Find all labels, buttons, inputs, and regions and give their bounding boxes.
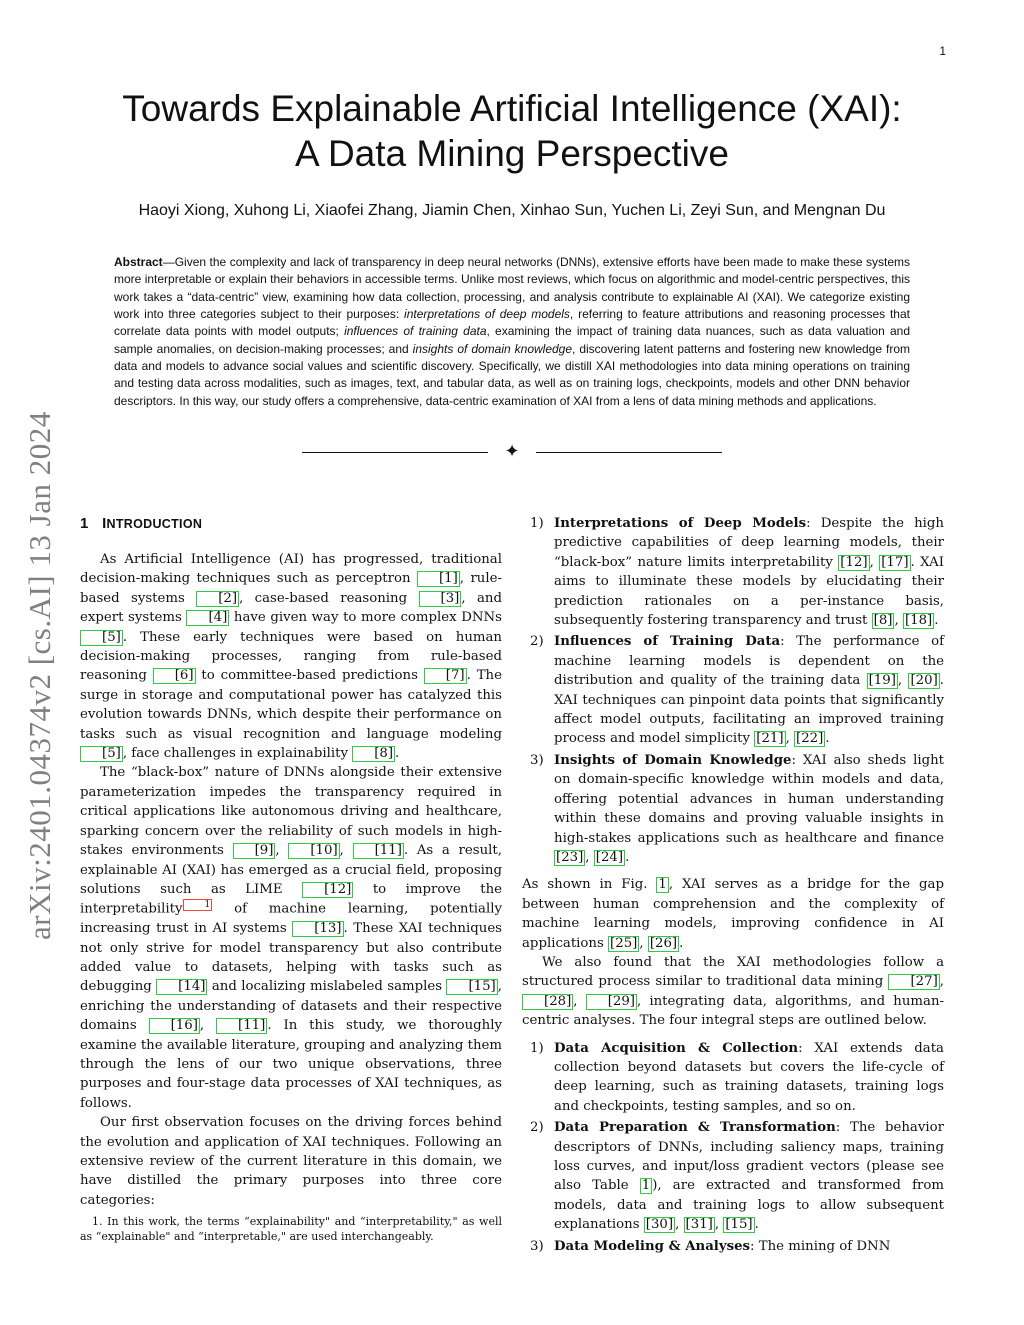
left-column	[80, 514, 502, 1210]
item-title: Influences of Training Data	[554, 634, 781, 650]
text: ,	[785, 731, 795, 747]
text: ), are extracted and transformed from models, data and training logs to allow subsequent explanations	[554, 1178, 944, 1233]
text: ,	[869, 554, 880, 570]
figure-link[interactable]: 1	[658, 877, 667, 893]
footnote	[80, 1214, 502, 1244]
citation-link[interactable]: [8]	[873, 613, 893, 629]
citation-link[interactable]: [17]	[881, 554, 909, 570]
citation-link[interactable]: [6]	[153, 668, 196, 684]
text: , rule-based systems	[80, 571, 502, 606]
citation-link[interactable]: [7]	[424, 668, 467, 684]
text: ,	[639, 935, 648, 951]
citation-link[interactable]: [13]	[292, 921, 343, 937]
text: : The behavior descriptors of DNNs, including saliency maps, training loss curves, and input/loss gradient vectors (please see also Table	[554, 1120, 944, 1194]
paper-title	[60, 86, 964, 176]
list-number: 3)	[530, 1238, 544, 1254]
text: As shown in Fig.	[522, 877, 657, 893]
text: ,	[894, 613, 903, 629]
citation-link[interactable]: [4]	[186, 610, 229, 626]
text: We also found that the XAI methodologies follow a structured process similar to traditional data mining	[522, 954, 944, 990]
citation-link[interactable]: [22]	[796, 731, 824, 747]
text: . In this study, we thoroughly examine the available literature, grouping and analyzing them through the lens of our two unique observations, three purposes and four-stage data processes of XAI techniques, as follows.	[80, 1018, 502, 1111]
title-line-1: Towards Explainable Artificial Intelligence (XAI):	[122, 88, 902, 129]
text: , integrating data, algorithms, and human-centric analyses. The four integral steps are outlined below.	[522, 993, 944, 1029]
text: : Despite the high predictive capabilities of deep learning models, their “black-box” nature limits interpretability	[554, 516, 944, 570]
text: to committee-based predictions	[195, 668, 424, 684]
citation-link[interactable]: [18]	[904, 613, 933, 629]
text: ,	[675, 1217, 684, 1233]
text: .	[934, 613, 939, 629]
citation-link[interactable]: [11]	[216, 1018, 267, 1034]
list-number: 1)	[530, 1040, 544, 1056]
citation-link[interactable]: [25]	[610, 935, 638, 951]
citation-link[interactable]: [10]	[288, 843, 339, 859]
text: .	[754, 1217, 759, 1233]
citation-link[interactable]: [27]	[888, 974, 939, 990]
citation-link[interactable]: [30]	[645, 1217, 674, 1233]
page-number: 1	[939, 44, 946, 58]
text: . XAI techniques can pinpoint data points that significantly affect model outputs, facilitating an improved training process and model simplicity	[554, 673, 944, 747]
text: .	[825, 731, 830, 747]
text: ,	[275, 843, 289, 859]
section-number: 1	[80, 515, 89, 532]
list-item	[522, 751, 944, 867]
list-number: 2)	[530, 634, 544, 650]
citation-link[interactable]: [29]	[586, 994, 637, 1010]
text: and localizing mislabeled samples	[207, 979, 447, 995]
text: . XAI aims to illuminate these models by elucidating their prediction rationales on a per-instance basis, subsequently fostering transparency and trust	[554, 554, 944, 629]
list-item	[522, 1039, 944, 1117]
purpose-list	[522, 514, 944, 867]
text: : The mining of DNN	[750, 1238, 891, 1254]
author-list: Haoyi Xiong, Xuhong Li, Xiaofei Zhang, Jiamin Chen, Xinhao Sun, Yuchen Li, Zeyi Sun, and Mengnan Du	[138, 202, 886, 219]
section-heading	[80, 514, 502, 534]
list-item	[522, 514, 944, 630]
abstract-text: —Given the complexity and lack of transparency in deep neural networks (DNNs), extensive efforts have been made to make these systems more interpretable or explain their behaviors in accessible terms. Unlike most reviews, which focus on algorithmic and model-centric perspectives, this work takes a “data-centric” view, examining how data collection, processing, and analysis contribute to explainable AI (XAI). We categorize existing work into three categories subject to their purposes:	[114, 255, 910, 322]
divider-rule-right	[536, 452, 722, 453]
item-title: Data Modeling & Analyses	[554, 1238, 751, 1254]
text: ,	[585, 849, 594, 865]
list-number: 3)	[530, 752, 544, 768]
abstract-emphasis: interpretations of deep models	[404, 307, 570, 322]
figure-paragraph	[522, 875, 944, 953]
text: : The performance of machine learning models is dependent on the distribution and quality of the training data	[554, 634, 945, 689]
citation-link[interactable]: [15]	[725, 1217, 753, 1233]
list-item	[522, 632, 944, 748]
footnote-text: 1. In this work, the terms “explainability" and “interpretability," as well as “explainable" and “interpretable," are used interchangeably.	[80, 1215, 502, 1243]
text: , case-based reasoning	[239, 590, 419, 606]
abstract-emphasis: insights of domain knowledge	[412, 341, 573, 356]
step-list	[522, 1039, 944, 1256]
abstract	[114, 254, 910, 410]
abstract-label: Abstract	[114, 255, 163, 269]
text: : XAI also sheds light on domain-specific knowledge within models and data, offering potential advances in human understanding within these domains and proving valuable insights in high-stakes applications such as healthcare and finance	[554, 752, 945, 846]
citation-link[interactable]: [12]	[840, 554, 868, 570]
citation-link[interactable]: [9]	[233, 843, 276, 859]
text: ,	[339, 843, 353, 859]
citation-link[interactable]: [31]	[685, 1217, 713, 1233]
text: . The surge in storage and computational power has catalyzed this evolution towards DNNs, which despite their performance on tasks such as visual recognition and language modeling	[80, 668, 502, 742]
list-number: 1)	[530, 516, 544, 531]
text: , and expert systems	[80, 590, 502, 626]
text: ,	[199, 1018, 217, 1034]
text: . These XAI techniques not only strive for model transparency but also contribute added value to datasets, helping with tasks such as debugging	[80, 921, 503, 995]
citation-link[interactable]: [1]	[417, 571, 460, 587]
text: As Artificial Intelligence (AI) has progressed, traditional decision-making techniques such as perceptron	[80, 552, 502, 587]
list-item	[522, 1118, 944, 1234]
citation-link[interactable]: [20]	[910, 673, 938, 689]
text: ,	[939, 974, 944, 990]
item-title: Insights of Domain Knowledge	[554, 752, 792, 768]
list-item	[522, 1237, 944, 1256]
abstract-text: , referring to feature attributions and reasoning processes that correlate data points with model outputs;	[114, 307, 910, 339]
item-title: Interpretations of Deep Models	[554, 516, 807, 531]
text: of machine learning, potentially increasing trust in AI systems	[80, 901, 502, 937]
citation-link[interactable]: [16]	[149, 1018, 200, 1034]
section-title-initial: I	[102, 515, 107, 532]
text: .	[679, 935, 684, 951]
text: ,	[573, 993, 586, 1009]
abstract-emphasis: influences of training data	[344, 324, 487, 339]
text: . These early techniques were based on human decision-making processes, ranging from rule-based reasoning	[80, 629, 502, 684]
title-line-2: A Data Mining Perspective	[295, 133, 729, 174]
text: .	[395, 746, 400, 762]
citation-link[interactable]: [3]	[419, 591, 462, 607]
divider-star-icon: ✦	[504, 441, 520, 462]
item-title: Data Acquisition & Collection	[554, 1040, 799, 1056]
text: , XAI serves as a bridge for the gap between human comprehension and the complexity of machine learning models, improving confidence in AI applications	[522, 877, 944, 951]
intro-paragraph-2	[80, 763, 502, 1113]
text: have given way to more complex DNNs	[229, 610, 502, 626]
citation-link[interactable]: [24]	[595, 849, 624, 865]
citation-link[interactable]: [15]	[446, 979, 497, 995]
text: The “black-box” nature of DNNs alongside their extensive parameterization impedes the transparency required in critical applications like autonomous driving and healthcare, sparking concern over the reliability of such models in high-stakes environments	[80, 765, 502, 859]
citation-link[interactable]: [5]	[80, 746, 123, 762]
citation-link[interactable]: [5]	[80, 630, 123, 646]
abstract-text: , discovering latent patterns and fostering new knowledge from data and models to advance social values and scientific discovery. Specifically, we distill XAI methodologies into data mining operations on training and testing data across modalities, such as images, text, and tabular data, as well as on training logs, checkpoints, models and other DNN behavior descriptors. In this way, our study offers a comprehensive, data-centric examination of XAI from a lens of data mining methods and applications.	[114, 341, 911, 408]
list-number: 2)	[530, 1120, 544, 1136]
process-paragraph	[522, 953, 944, 1031]
citation-link[interactable]: [19]	[868, 673, 896, 689]
text: , enriching the understanding of datasets and their respective domains	[80, 979, 502, 1034]
text: .	[625, 849, 630, 865]
citation-link[interactable]: [14]	[156, 979, 207, 995]
divider-rule-left	[302, 452, 488, 453]
text: ,	[714, 1217, 724, 1233]
abstract-text: , examining the impact of training data nuances, such as data valuation and sample anomalies, on decision-making processes; and	[114, 324, 911, 356]
table-link[interactable]: 1	[641, 1178, 651, 1194]
right-column	[522, 514, 944, 1258]
citation-link[interactable]: [21]	[756, 731, 784, 747]
citation-link[interactable]: [28]	[522, 994, 573, 1010]
citation-link[interactable]: [2]	[196, 591, 239, 607]
citation-link[interactable]: [23]	[556, 849, 584, 865]
text: to improve the interpretability	[80, 881, 502, 917]
item-title: Data Preparation & Transformation	[554, 1120, 836, 1136]
citation-link[interactable]: [8]	[352, 746, 395, 762]
section-divider	[302, 443, 722, 461]
text: , face challenges in explainability	[122, 746, 353, 762]
text: ,	[897, 673, 909, 689]
text: . As a result, explainable AI (XAI) has emerged as a crucial field, proposing solutions such as LIME	[80, 843, 502, 897]
intro-paragraph-1	[80, 550, 502, 763]
footnote-marker-link[interactable]: 1	[183, 899, 213, 911]
citation-link[interactable]: [26]	[649, 935, 678, 951]
section-title-rest: NTRODUCTION	[106, 517, 203, 531]
intro-paragraph-3: Our first observation focuses on the driving forces behind the evolution and application of XAI techniques. Following an extensive review of the current literature in this domain, we have distilled the primary purposes into three core categories:	[80, 1115, 502, 1208]
arxiv-stamp: arXiv:2401.04374v2 [cs.AI] 13 Jan 2024	[22, 411, 57, 940]
citation-link[interactable]: [11]	[353, 843, 404, 859]
text: : XAI extends data collection beyond datasets but covers the life-cycle of deep learning, such as training datasets, training logs and checkpoints, testing samples, and so on.	[554, 1040, 944, 1114]
citation-link[interactable]: [12]	[302, 882, 353, 898]
